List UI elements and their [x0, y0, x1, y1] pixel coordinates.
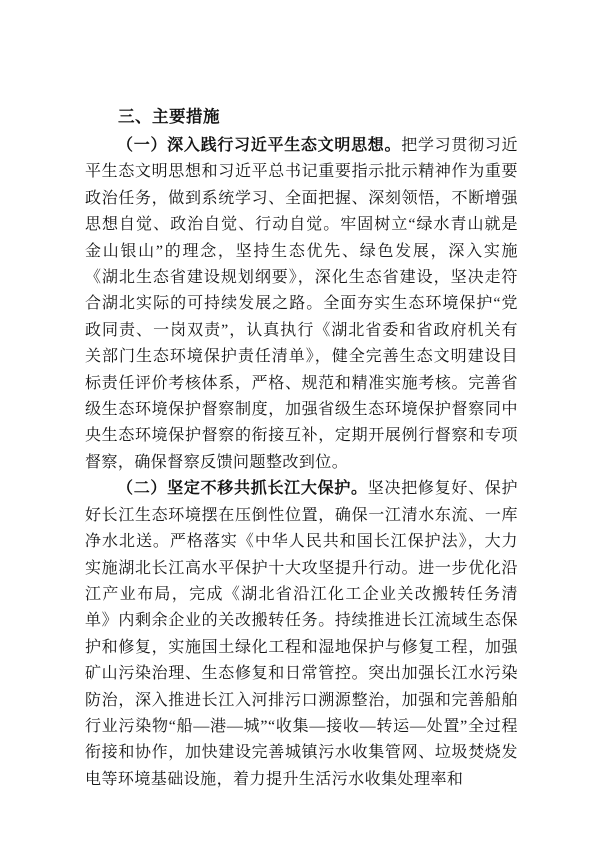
paragraph-2-lead: （二）坚定不移共抓长江大保护。	[117, 480, 368, 498]
paragraph-ecological-civilization	[85, 133, 518, 476]
paragraph-1-lead: （一）深入践行习近平生态文明思想。	[117, 137, 402, 154]
paragraph-1-body: 把学习贯彻习近平生态文明思想和习近平总书记重要指示批示精神作为重要政治任务，做到系统学习、全面把握、深刻领悟，不断增强思想自觉、政治自觉、行动自觉。牢固树立“绿水青山就是金山银山”的理念，坚持生态优先、绿色发展，深入实施《湖北生态省建设规划纲要》，深化生态省建设，坚决走符合湖北实际的可持续发展之路。全面夯实生态环境保护“党政同责、一岗双责”，认真执行《湖北省委和省政府机关有关部门生态环境保护责任清单》，健全完善生态文明建设目标责任评价考核体系，严格、规范和精准实施考核。完善省级生态环境保护督察制度，加强省级生态环境保护督察同中央生态环境保护督察的衔接互补，定期开展例行督察和专项督察，确保督察反馈问题整改到位。	[85, 137, 518, 471]
section-heading: 三、主要措施	[118, 107, 220, 126]
paragraph-yangtze-protection	[85, 476, 518, 793]
paragraph-2-body: 坚决把修复好、保护好长江生态环境摆在压倒性位置，确保一江清水东流、一库净水北送。严格落实《中华人民共和国长江保护法》，大力实施湖北长江高水平保护十大攻坚提升行动。进一步优化沿江产业布局，完成《湖北省沿江化工企业关改搬转任务清单》内剩余企业的关改搬转任务。持续推进长江流域生态保护和修复，实施国土绿化工程和湿地保护与修复工程，加强矿山污染治理、生态修复和日常管控。突出加强长江水污染防治，深入推进长江入河排污口溯源整治，加强和完善船舶行业污染物“船—港—城”“收集—接收—转运—处置”全过程衔接和协作，加快建设完善城镇污水收集管网、垃圾焚烧发电等环境基础设施，着力提升生活污水收集处理率和	[85, 480, 518, 788]
